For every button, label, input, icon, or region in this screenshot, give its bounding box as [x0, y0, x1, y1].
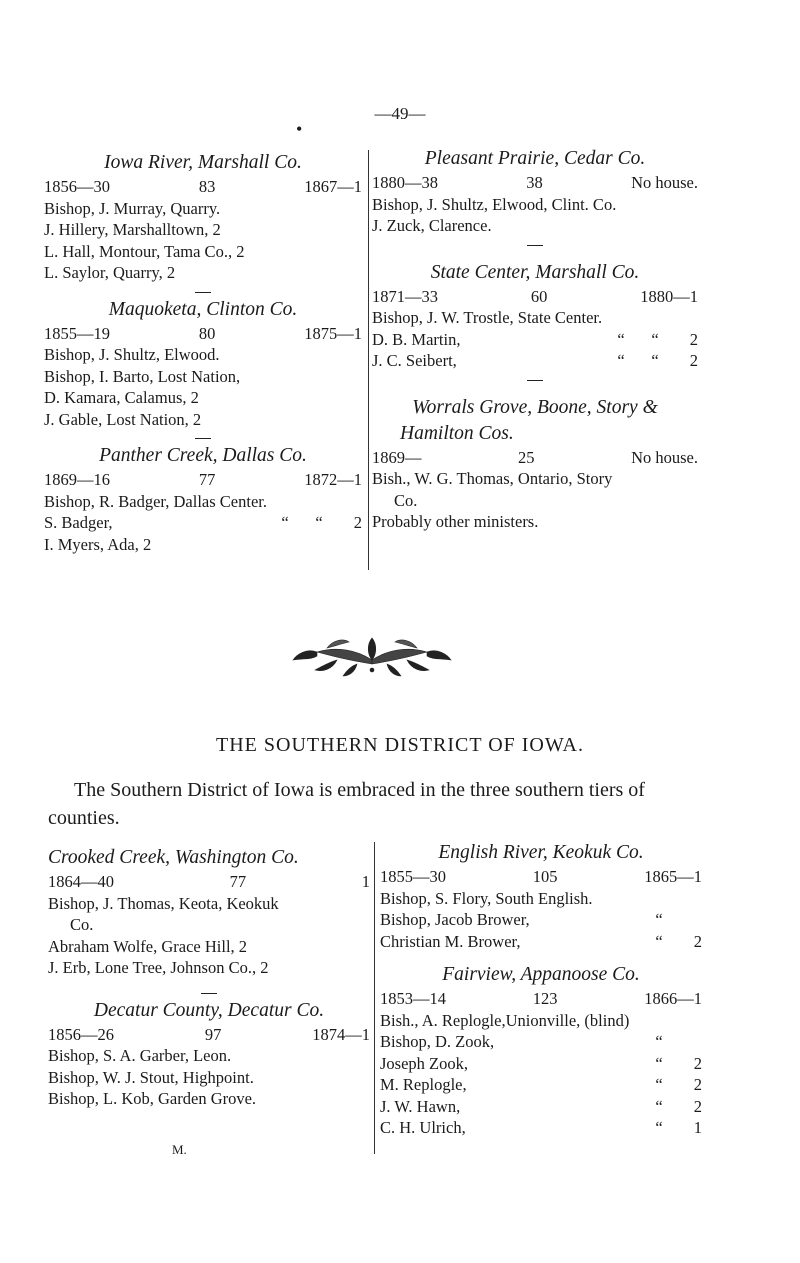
congregation-block	[372, 146, 698, 237]
ditto-mark	[608, 1074, 642, 1096]
section-divider	[527, 245, 543, 246]
minister-name: J. C. Seibert,	[372, 351, 457, 370]
minister-line: J. Zuck, Clarence.	[372, 216, 492, 235]
ditto-mark: “	[655, 910, 663, 929]
congregation-block	[380, 962, 702, 1139]
house-built: 1880—1	[640, 286, 698, 306]
ditto-mark: “	[655, 1053, 663, 1073]
organized-year: 1855—19	[44, 323, 110, 343]
district-intro-text: The Southern District of Iowa is embraced in the three southern tiers of counties.	[48, 779, 645, 829]
ditto-row	[380, 1096, 702, 1118]
minister-line: Bish., W. G. Thomas, Ontario, Story	[372, 469, 613, 488]
congregation-heading: Decatur County, Decatur Co.	[93, 999, 325, 1021]
ditto-row	[380, 931, 702, 953]
congregation-heading: Crooked Creek, Washington Co.	[48, 847, 299, 868]
congregation-heading: Iowa River, Marshall Co.	[104, 152, 302, 173]
minister-name: Joseph Zook,	[380, 1053, 468, 1073]
minister-name: Bishop, D. Zook,	[380, 1032, 495, 1051]
ditto-mark	[608, 1096, 642, 1118]
section-divider	[201, 993, 217, 994]
minister-name: Christian M. Brower,	[380, 931, 521, 951]
signature-mark: M.	[172, 1142, 187, 1157]
congregation-block	[48, 845, 370, 979]
ditto-mark: “	[315, 513, 323, 532]
ditto-mark	[608, 1117, 642, 1139]
minister-line: J. Hillery, Marshalltown, 2	[44, 220, 221, 239]
congregation-block	[44, 150, 362, 284]
ditto-mark	[608, 909, 642, 931]
minister-line: Bishop, S. A. Garber, Leon.	[48, 1046, 232, 1065]
house-built: 1872—1	[304, 470, 362, 489]
congregation-heading: Worrals Grove, Boone, Story &	[412, 396, 658, 418]
congregation-stats	[44, 176, 362, 198]
minister-name: S. Badger,	[44, 513, 113, 532]
organized-year: 1853—14	[380, 989, 446, 1008]
house-built: 1875—1	[304, 323, 362, 343]
minister-line: Bishop, J. W. Trostle, State Center.	[372, 308, 603, 327]
minister-line: Abraham Wolfe, Grace Hill, 2	[48, 936, 248, 956]
member-count: 105	[532, 867, 558, 886]
member-count: 77	[229, 872, 247, 891]
minister-line: J. Gable, Lost Nation, 2	[44, 409, 202, 429]
congregation-block	[380, 840, 702, 952]
minister-line-continued: Co.	[394, 490, 418, 510]
ditto-row	[44, 512, 362, 534]
organized-year: 1856—26	[48, 1024, 114, 1044]
congregation-stats	[44, 469, 362, 491]
minister-line: I. Myers, Ada, 2	[44, 534, 152, 554]
congregation-heading: Pleasant Prairie, Cedar Co.	[424, 148, 646, 169]
ditto-mark: “	[281, 513, 289, 532]
minister-name: M. Replogle,	[380, 1075, 467, 1094]
congregation-stats	[372, 286, 698, 308]
congregation-heading: Fairview, Appanoose Co.	[442, 964, 640, 985]
member-count: 38	[526, 173, 543, 192]
ditto-mark: “	[655, 1032, 663, 1051]
minister-line-continued: Co.	[70, 915, 94, 934]
minister-line: Bishop, J. Murray, Quarry.	[44, 198, 221, 218]
organized-year: 1864—40	[48, 872, 114, 891]
organized-year: 1869—16	[44, 470, 110, 489]
minister-line: Bishop, J. Shultz, Elwood.	[44, 345, 220, 364]
congregation-block	[372, 260, 698, 372]
congregation-block	[44, 443, 362, 555]
ditto-row	[372, 329, 698, 351]
congregation-heading: Panther Creek, Dallas Co.	[99, 445, 307, 466]
house-built: No house.	[631, 173, 698, 192]
member-count: 60	[530, 286, 548, 306]
call-count: 2	[689, 351, 698, 370]
congregation-stats	[380, 866, 702, 888]
congregation-heading-continued: Hamilton Cos.	[400, 422, 514, 444]
ditto-mark	[608, 1031, 642, 1053]
ditto-mark	[608, 1053, 642, 1075]
house-built: No house.	[631, 447, 698, 467]
ditto-row	[380, 1031, 702, 1053]
minister-line: Bishop, J. Thomas, Keota, Keokuk	[48, 893, 279, 913]
congregation-stats	[48, 1024, 370, 1046]
congregation-stats	[380, 988, 702, 1010]
ditto-row	[380, 1074, 702, 1096]
section-divider	[195, 438, 211, 439]
congregation-heading: State Center, Marshall Co.	[430, 261, 640, 283]
organized-year: 1871—33	[372, 286, 438, 306]
minister-name: D. B. Martin,	[372, 329, 461, 349]
ditto-row	[380, 1053, 702, 1075]
call-count: 2	[353, 513, 362, 532]
member-count: 83	[198, 177, 216, 196]
ditto-mark: “	[651, 351, 659, 370]
lower-left-column	[48, 845, 370, 1110]
minister-line: Bishop, L. Kob, Garden Grove.	[48, 1089, 257, 1108]
call-count: 2	[693, 1075, 702, 1094]
district-title: THE SOUTHERN DISTRICT OF IOWA.	[216, 734, 584, 756]
lower-right-column	[380, 840, 702, 1139]
minister-line: L. Saylor, Quarry, 2	[44, 263, 176, 282]
section-divider	[527, 380, 543, 381]
call-count: 2	[689, 329, 698, 349]
member-count: 77	[198, 470, 216, 489]
congregation-block	[372, 395, 698, 533]
congregation-block	[44, 297, 362, 431]
organized-year: 1856—30	[44, 177, 110, 196]
district-intro	[48, 776, 700, 832]
call-count: 2	[693, 931, 702, 951]
congregation-block	[48, 998, 370, 1110]
note-line: Probably other ministers.	[372, 512, 539, 531]
minister-name: C. H. Ulrich,	[380, 1118, 466, 1137]
ditto-mark: “	[651, 329, 659, 349]
organized-year: 1880—38	[372, 173, 438, 192]
call-count	[676, 1031, 702, 1053]
minister-line: Bishop, S. Flory, South English.	[380, 888, 593, 908]
congregation-stats	[372, 447, 698, 469]
page-number: —49—	[374, 104, 426, 123]
member-count: 80	[198, 323, 216, 343]
congregation-stats	[44, 323, 362, 345]
minister-name: Bishop, Jacob Brower,	[380, 910, 530, 929]
ditto-mark: “	[655, 1096, 663, 1116]
ditto-mark	[608, 931, 642, 953]
member-count: 25	[518, 447, 535, 467]
congregation-stats	[372, 172, 698, 194]
minister-line: Bishop, J. Shultz, Elwood, Clint. Co.	[372, 194, 617, 214]
house-built: 1865—1	[644, 867, 702, 886]
ditto-row	[372, 350, 698, 372]
ditto-mark: “	[617, 329, 625, 349]
minister-line: Bishop, W. J. Stout, Highpoint.	[48, 1067, 254, 1087]
congregation-heading: English River, Keokuk Co.	[438, 842, 644, 863]
minister-line: D. Kamara, Calamus, 2	[44, 388, 199, 407]
call-count: 2	[693, 1053, 702, 1073]
ditto-mark: “	[655, 931, 663, 951]
minister-line: Bish., A. Replogle,Unionville, (blind)	[380, 1010, 630, 1030]
member-count: 123	[532, 989, 558, 1008]
ditto-row	[380, 909, 702, 931]
upper-column-divider	[368, 150, 369, 570]
member-count: 97	[204, 1024, 222, 1044]
minister-line: J. Erb, Lone Tree, Johnson Co., 2	[48, 958, 269, 977]
house-built: 1	[361, 872, 370, 891]
call-count	[676, 909, 702, 931]
page-dot: •	[296, 119, 303, 139]
organized-year: 1855—30	[380, 867, 446, 886]
minister-line: L. Hall, Montour, Tama Co., 2	[44, 241, 245, 261]
ditto-mark: “	[655, 1118, 663, 1137]
congregation-stats	[48, 871, 370, 893]
ditto-row	[380, 1117, 702, 1139]
lower-column-divider	[374, 842, 375, 1154]
floral-ornament	[287, 630, 457, 680]
upper-left-column	[44, 150, 362, 555]
house-built: 1866—1	[644, 989, 702, 1008]
upper-right-column	[372, 146, 698, 533]
minister-name: J. W. Hawn,	[380, 1096, 461, 1116]
call-count: 1	[693, 1118, 702, 1137]
ditto-mark: “	[655, 1075, 663, 1094]
house-built: 1867—1	[304, 177, 362, 196]
ditto-mark: “	[617, 351, 625, 370]
organized-year: 1869—	[372, 447, 422, 467]
congregation-heading: Maquoketa, Clinton Co.	[108, 298, 298, 320]
minister-line: Bishop, I. Barto, Lost Nation,	[44, 366, 241, 386]
house-built: 1874—1	[312, 1024, 370, 1044]
section-divider	[195, 292, 211, 293]
call-count: 2	[693, 1096, 702, 1116]
minister-line: Bishop, R. Badger, Dallas Center.	[44, 491, 267, 511]
